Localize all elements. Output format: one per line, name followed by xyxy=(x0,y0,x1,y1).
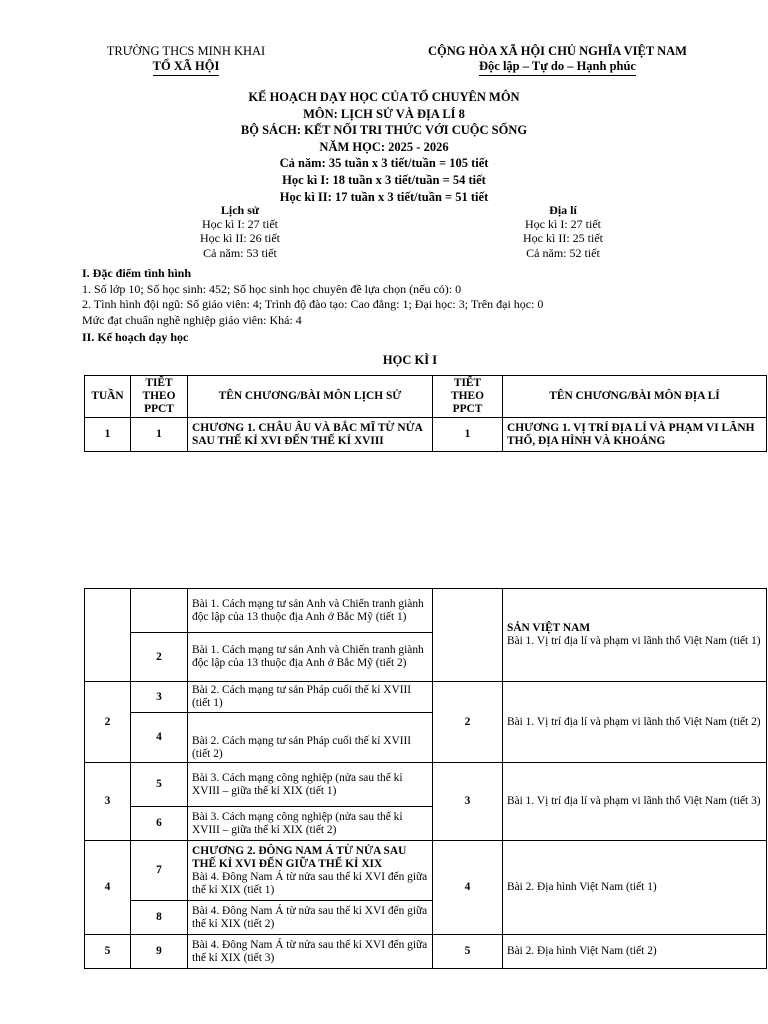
section1-heading: I. Đặc điểm tình hình xyxy=(82,266,192,280)
hist-lesson-cell: Bài 1. Cách mạng tư sản Anh và Chiến tranh giành độc lập của 13 thuộc địa Anh ở Bắc Mỹ (tiết 2) xyxy=(188,633,433,682)
geo-lesson-text: Bài 1. Vị trí địa lí và phạm vi lãnh thổ Việt Nam (tiết 1) xyxy=(507,635,761,647)
hist-lesson-cell xyxy=(188,841,433,901)
geo-lesson-cell: Bài 1. Vị trí địa lí và phạm vi lãnh thổ Việt Nam (tiết 2) xyxy=(503,682,767,763)
geography-term2: Học kì II: 25 tiết xyxy=(523,231,603,246)
plan-table-top xyxy=(84,375,767,452)
hist-lesson-cell: Bài 3. Cách mạng công nghiệp (nửa sau thế kỉ XVIII – giữa thế kỉ XIX (tiết 1) xyxy=(188,763,433,807)
geo-lesson-cell xyxy=(503,589,767,682)
term1-periods: Học kì I: 18 tuần x 3 tiết/tuần = 54 tiết xyxy=(282,172,486,187)
history-term1: Học kì I: 27 tiết xyxy=(202,217,278,232)
history-summary xyxy=(160,203,320,260)
document-titles xyxy=(0,89,768,205)
plan-title: KẾ HOẠCH DẠY HỌC CỦA TỔ CHUYÊN MÔN xyxy=(248,90,520,104)
week-cell xyxy=(85,589,131,682)
table-row xyxy=(85,682,767,713)
history-year: Cả năm: 53 tiết xyxy=(203,245,277,260)
history-term2: Học kì II: 26 tiết xyxy=(200,231,280,246)
hist-lesson-cell: Bài 1. Cách mạng tư sản Anh và Chiến tranh giành độc lập của 13 thuộc địa Anh ở Bắc Mỹ (tiết 1) xyxy=(188,589,433,633)
week-cell: 2 xyxy=(85,682,131,763)
section2-heading: II. Kế hoạch dạy học xyxy=(82,330,189,344)
geo-chapter-cell: CHƯƠNG 1. VỊ TRÍ ĐỊA LÍ VÀ PHẠM VI LÃNH THỔ, ĐỊA HÌNH VÀ KHOÁNG xyxy=(503,418,767,452)
period-cell: 2 xyxy=(131,633,188,682)
week-cell: 5 xyxy=(85,935,131,969)
period-cell: 4 xyxy=(131,713,188,763)
week-cell: 3 xyxy=(85,763,131,841)
table-row xyxy=(85,589,767,633)
period-cell: 5 xyxy=(131,763,188,807)
hist-lesson-cell: Bài 4. Đông Nam Á từ nửa sau thế kỉ XVI đến giữa thế kỉ XIX (tiết 2) xyxy=(188,901,433,935)
table-row xyxy=(85,935,767,969)
term-heading: HỌC KÌ I xyxy=(382,353,438,367)
hist-lesson-text: Bài 4. Đông Nam Á từ nửa sau thế kỉ XVI đến giữa thế kỉ XIX (tiết 1) xyxy=(192,870,428,896)
section1-line1: 1. Số lớp 10; Số học sinh: 452; Số học sinh học chuyên đề lựa chọn (nếu có): 0 xyxy=(82,281,462,296)
total-periods: Cả năm: 35 tuần x 3 tiết/tuần = 105 tiết xyxy=(279,156,489,171)
period-cell xyxy=(131,589,188,633)
table-header-row xyxy=(85,376,767,418)
table-row xyxy=(85,418,767,452)
history-name: Lịch sử xyxy=(220,203,260,217)
section1-line3: Mức đạt chuẩn nghề nghiệp giáo viên: Khá: 4 xyxy=(82,312,302,327)
hist-lesson-cell: Bài 3. Cách mạng công nghiệp (nửa sau thế kỉ XVIII – giữa thế kỉ XIX (tiết 2) xyxy=(188,807,433,841)
section1-line2: 2. Tình hình đội ngũ: Số giáo viên: 4; Trình độ đào tạo: Cao đẳng: 1; Đại học: 3; Trên đại học: 0 xyxy=(82,297,544,311)
hist-chapter-title: CHƯƠNG 2. ĐÔNG NAM Á TỪ NỬA SAU THẾ KỈ XVI ĐẾN GIỮA THẾ KỈ XIX xyxy=(192,844,407,870)
school-name: TRƯỜNG THCS MINH KHAI xyxy=(106,44,266,58)
hist-lesson-cell: Bài 2. Cách mạng tư sản Pháp cuối thế kỉ XVIII (tiết 2) xyxy=(188,713,433,763)
term2-periods: Học kì II: 17 tuần x 3 tiết/tuần = 51 tiết xyxy=(279,189,489,204)
header-period-hist: TIẾT THEO PPCT xyxy=(131,376,188,418)
nation-header xyxy=(410,44,705,76)
subject-title: MÔN: LỊCH SỬ VÀ ĐỊA LÍ 8 xyxy=(303,106,465,121)
period-cell: 9 xyxy=(131,935,188,969)
header-week: TUẦN xyxy=(85,376,131,418)
geography-name: Địa lí xyxy=(549,203,577,217)
geo-period-cell: 4 xyxy=(433,841,503,935)
period-cell: 3 xyxy=(131,682,188,713)
table-row xyxy=(85,841,767,901)
header-hist: TÊN CHƯƠNG/BÀI MÔN LỊCH SỬ xyxy=(188,376,433,418)
geo-chapter-continued: SẢN VIỆT NAM xyxy=(507,622,591,634)
hist-lesson-cell: Bài 4. Đông Nam Á từ nửa sau thế kỉ XVI đến giữa thế kỉ XIX (tiết 3) xyxy=(188,935,433,969)
geo-lesson-cell: Bài 2. Địa hình Việt Nam (tiết 1) xyxy=(503,841,767,935)
geo-period-cell: 3 xyxy=(433,763,503,841)
period-cell: 6 xyxy=(131,807,188,841)
geography-year: Cả năm: 52 tiết xyxy=(526,245,600,260)
plan-table-bottom xyxy=(84,588,767,969)
week-cell: 4 xyxy=(85,841,131,935)
nation-name: CỘNG HÒA XÃ HỘI CHỦ NGHĨA VIỆT NAM xyxy=(428,44,687,58)
geo-period-cell xyxy=(433,589,503,682)
geo-period-cell: 2 xyxy=(433,682,503,763)
geo-period-cell: 5 xyxy=(433,935,503,969)
geography-term1: Học kì I: 27 tiết xyxy=(525,217,601,232)
table-row xyxy=(85,763,767,807)
geo-period-cell: 1 xyxy=(433,418,503,452)
group-name: TỔ XÃ HỘI xyxy=(153,59,220,76)
period-cell: 1 xyxy=(131,418,188,452)
school-header xyxy=(100,44,272,76)
book-title: BỘ SÁCH: KẾT NỐI TRI THỨC VỚI CUỘC SỐNG xyxy=(240,123,528,138)
situation-section xyxy=(82,266,742,346)
geography-summary xyxy=(483,203,643,260)
header-geo: TÊN CHƯƠNG/BÀI MÔN ĐỊA LÍ xyxy=(503,376,767,418)
geo-lesson-cell: Bài 2. Địa hình Việt Nam (tiết 2) xyxy=(503,935,767,969)
geo-lesson-cell: Bài 1. Vị trí địa lí và phạm vi lãnh thổ Việt Nam (tiết 3) xyxy=(503,763,767,841)
hist-chapter-cell: CHƯƠNG 1. CHÂU ÂU VÀ BẮC MĨ TỪ NỬA SAU THẾ KỈ XVI ĐẾN THẾ KỈ XVIII xyxy=(188,418,433,452)
week-cell: 1 xyxy=(85,418,131,452)
hist-lesson-cell: Bài 2. Cách mạng tư sản Pháp cuối thế kỉ XVIII (tiết 1) xyxy=(188,682,433,713)
period-cell: 7 xyxy=(131,841,188,901)
period-cell: 8 xyxy=(131,901,188,935)
motto: Độc lập – Tự do – Hạnh phúc xyxy=(479,59,636,76)
school-year: NĂM HỌC: 2025 - 2026 xyxy=(319,139,449,154)
header-period-geo: TIẾT THEO PPCT xyxy=(433,376,503,418)
